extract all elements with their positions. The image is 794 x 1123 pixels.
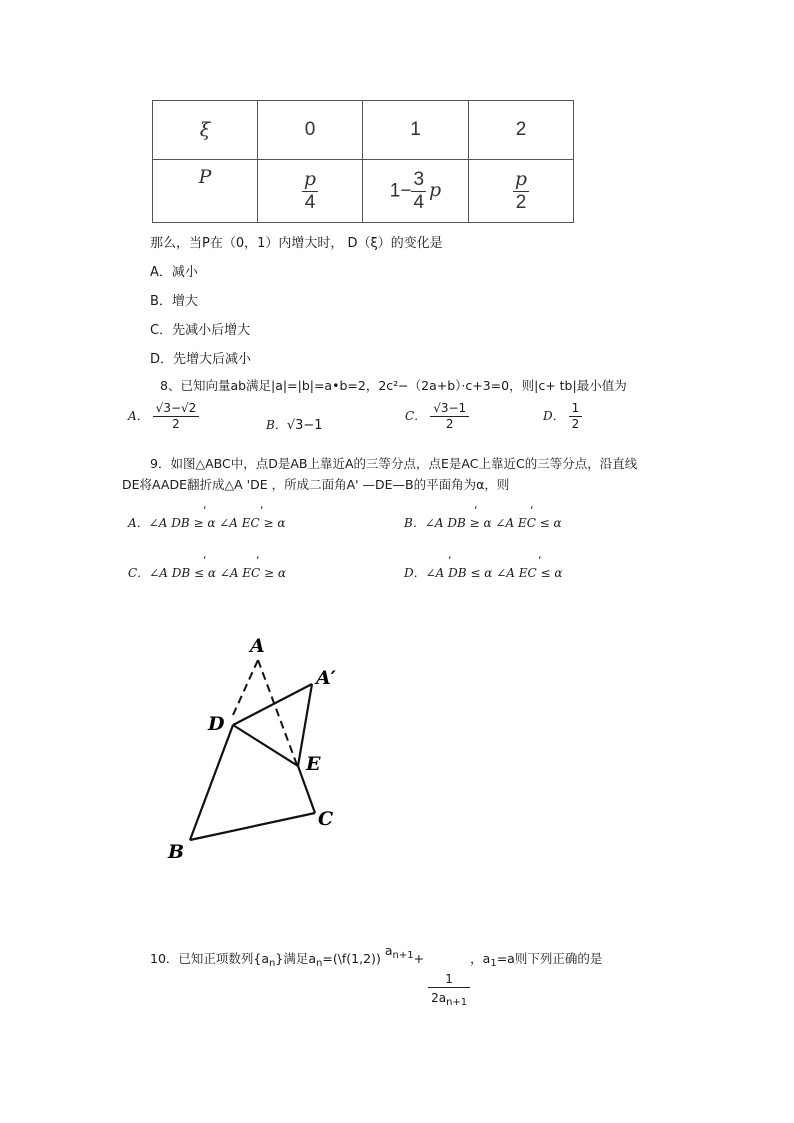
table-cell-prob: 1− $\frac{3}{4}$ p bbox=[363, 160, 469, 223]
table-cell-value: 0 bbox=[258, 101, 363, 160]
triangle-figure bbox=[160, 620, 360, 870]
q7-stem: 那么，当P在（0，1）内增大时， D（ξ）的变化是 bbox=[150, 236, 443, 251]
q7-option-b: B．增大 bbox=[150, 294, 198, 309]
table-cell-p-label: P bbox=[153, 160, 258, 223]
fraction: $\frac{1}{2}$ bbox=[569, 402, 583, 431]
q8-stem: 8、已知向量ab满足|a|=|b|=a•b=2，2c²−（2a+b）·c+3=0，则|c+ tb|最小值为 bbox=[160, 378, 627, 393]
prime-mark: , bbox=[256, 548, 260, 561]
label-b: B bbox=[168, 841, 185, 863]
q8-option-a: A． $\frac{√3-√2}{2}$ bbox=[128, 402, 199, 431]
table-probability-row bbox=[153, 160, 574, 223]
prime-mark: , bbox=[203, 548, 207, 561]
label-e: E bbox=[306, 753, 321, 775]
fraction: $\frac{p}{2}$ bbox=[514, 167, 528, 213]
line-db bbox=[190, 725, 233, 840]
q7-option-d: D．先增大后减小 bbox=[150, 352, 252, 367]
fraction: $\frac{1}{2a_{n+1}}$ bbox=[428, 973, 470, 1008]
q8-option-d: D． $\frac{1}{2}$ bbox=[543, 402, 582, 431]
q9-option-c: C．∠A DB ≤ α ∠A EC ≥ α bbox=[128, 566, 287, 580]
label-c: C bbox=[318, 808, 334, 830]
q9-option-a: A．∠A DB ≥ α ∠A EC ≥ α bbox=[128, 516, 286, 530]
prime-mark: , bbox=[260, 498, 264, 511]
distribution-table bbox=[152, 100, 574, 223]
prime-mark: , bbox=[538, 548, 542, 561]
dashed-line-da bbox=[233, 660, 258, 715]
dashed-line-ae bbox=[258, 660, 297, 765]
q10-stem: 10．已知正项数列$\{a_n\}$满足$a_n=(\backslash f(1,2))$ $a_{n+1}+$ $\frac{1}{2a_{n+1}}$ ，$a_1=a$则下列正确的是 bbox=[150, 943, 603, 1009]
prime-mark: , bbox=[530, 498, 534, 511]
q9-option-d: D．∠A DB ≤ α ∠A EC ≤ α bbox=[404, 566, 563, 580]
table-cell-prob bbox=[258, 160, 363, 223]
table-cell-value: 2 bbox=[469, 101, 574, 160]
q7-option-c: C．先减小后增大 bbox=[150, 323, 251, 338]
q9-line-1: 9．如图△ABC中，点D是AB上靠近A的三等分点，点E是AC上靠近C的三等分点，沿直线 bbox=[150, 456, 638, 471]
q9-line-2: DE将AADE翻折成△A 'DE ，所成二面角A' —DE—B的平面角为α，则 bbox=[122, 477, 510, 492]
fraction: $\frac{p}{4}$ bbox=[303, 167, 317, 213]
fraction: $\frac{√3-√2}{2}$ bbox=[153, 402, 200, 431]
q8-option-b: B．√3−1 bbox=[266, 418, 323, 433]
prime-mark: , bbox=[474, 498, 478, 511]
table-cell-value: 1 bbox=[363, 101, 469, 160]
q7-option-a: A．减小 bbox=[150, 265, 198, 280]
line-bc bbox=[190, 813, 315, 840]
q9-option-b: B．∠A DB ≥ α ∠A EC ≤ α bbox=[404, 516, 562, 530]
line-de bbox=[233, 725, 298, 766]
prime-mark: , bbox=[448, 548, 452, 561]
prime-mark: , bbox=[203, 498, 207, 511]
label-a-prime: A′ bbox=[316, 667, 336, 689]
table-cell-xi: ξ bbox=[153, 101, 258, 160]
table-header-row bbox=[153, 101, 574, 160]
fraction: $\frac{3}{4}$ bbox=[413, 168, 425, 213]
q8-option-c: C． $\frac{√3-1}{2}$ bbox=[405, 402, 469, 431]
table-cell-prob bbox=[469, 160, 574, 223]
label-d: D bbox=[208, 713, 225, 735]
fraction: $\frac{√3-1}{2}$ bbox=[430, 402, 469, 431]
label-a: A bbox=[250, 635, 265, 657]
